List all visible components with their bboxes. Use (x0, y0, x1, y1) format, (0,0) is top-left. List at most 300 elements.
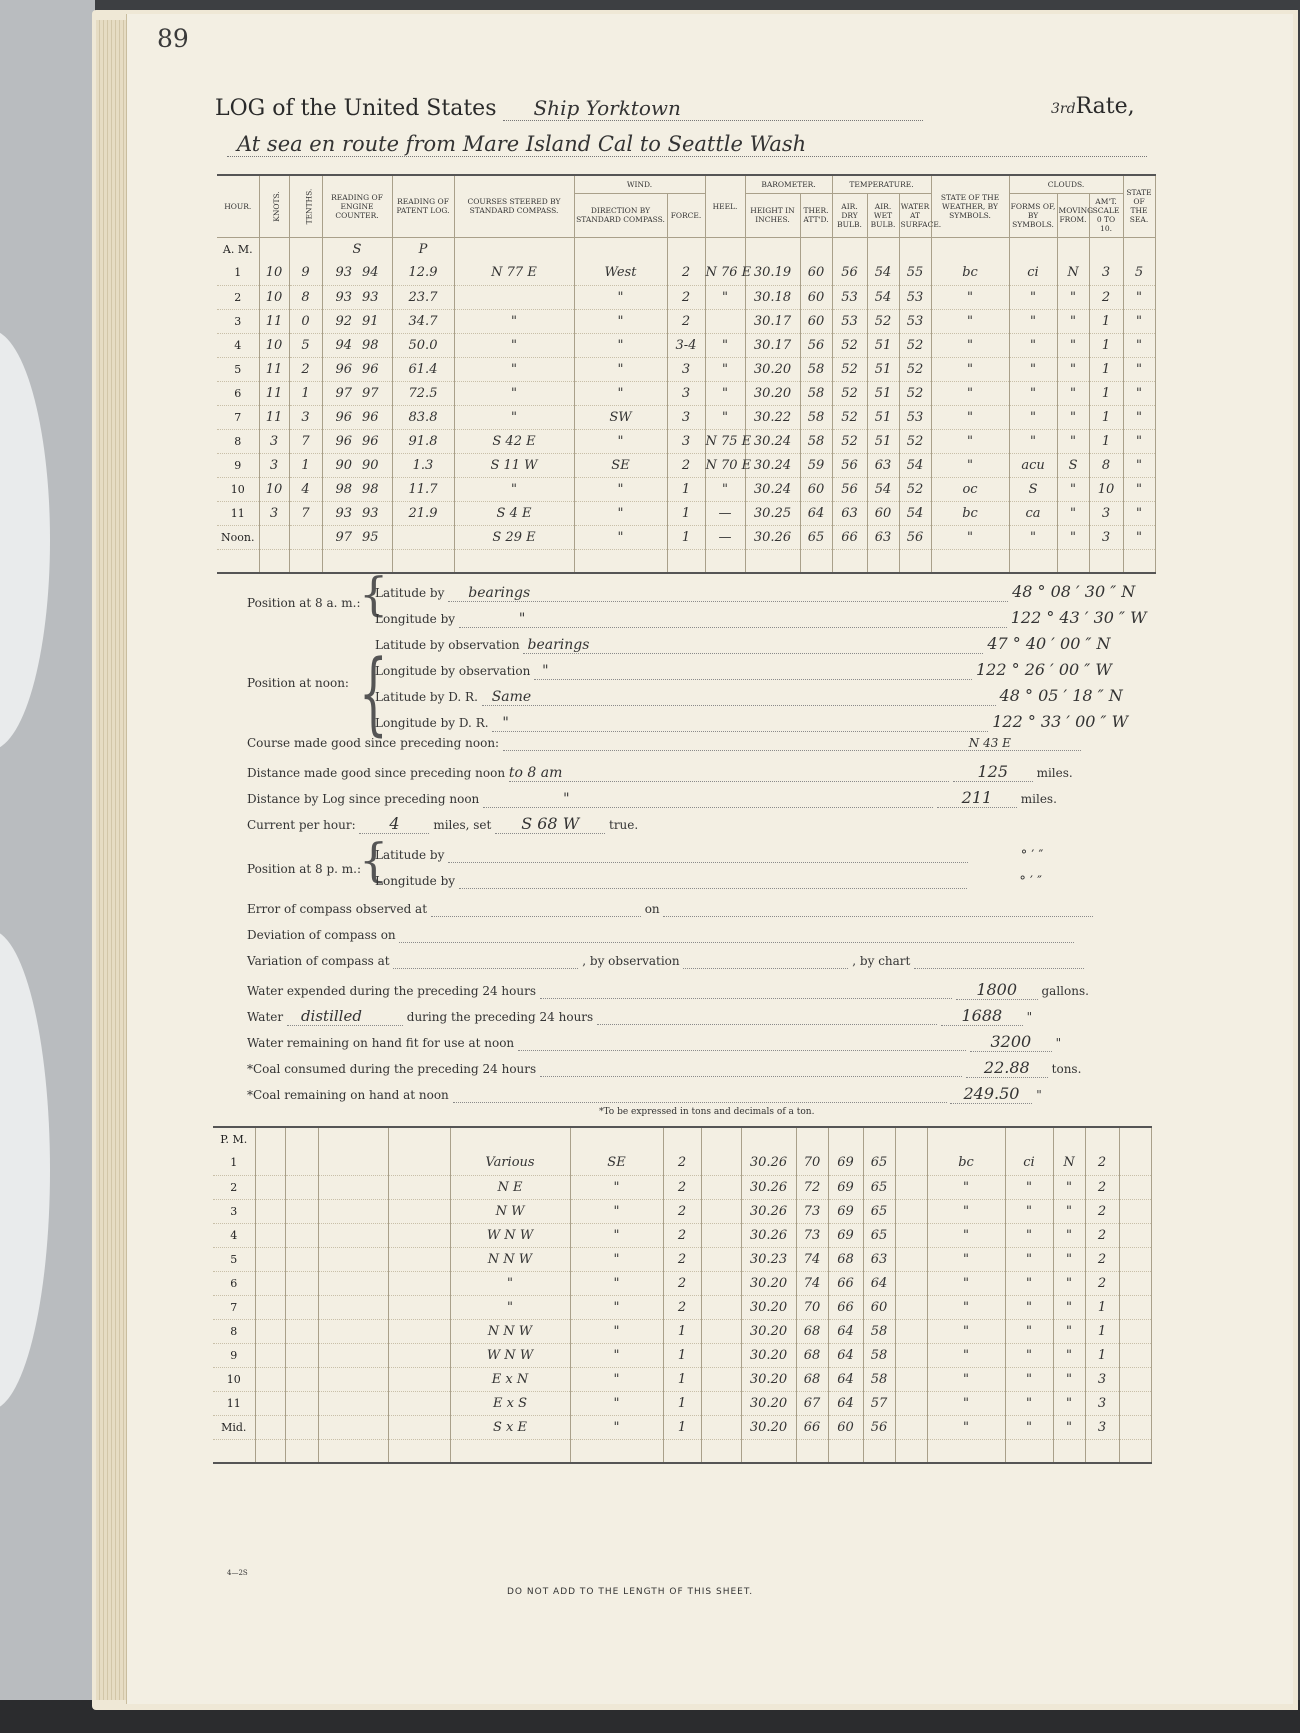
baro-cell: 30.24 (745, 477, 800, 501)
course-cell: " (454, 477, 574, 501)
blank-cell (318, 1223, 388, 1247)
patent-cell: 91.8 (392, 429, 454, 453)
engine-p: 98 (362, 481, 379, 497)
weather-cell: " (927, 1247, 1005, 1271)
table-row (213, 1271, 1151, 1295)
ther-cell: 60 (800, 285, 832, 309)
lon-8am-row (375, 608, 1147, 628)
baro-cell: 30.20 (741, 1343, 796, 1367)
wet-cell: 65 (863, 1175, 895, 1199)
moving-cell: " (1057, 309, 1089, 333)
hour-cell: 2 (217, 285, 259, 309)
engine-reading-cell (322, 333, 392, 357)
sea-cell: " (1123, 453, 1155, 477)
engine-p: 96 (362, 361, 379, 377)
blank-cell (255, 1343, 285, 1367)
course-cell: " (454, 405, 574, 429)
rate-label: Rate, (1075, 94, 1135, 119)
variation-by-obs: , by observation (582, 954, 680, 968)
tenths-cell: 1 (289, 453, 322, 477)
engine-p: 96 (362, 433, 379, 449)
blank-cell (318, 1247, 388, 1271)
baro-cell: 30.18 (745, 285, 800, 309)
brace: { (359, 641, 388, 746)
table-row (217, 453, 1155, 477)
dry-cell: 69 (828, 1151, 863, 1175)
force-cell: 2 (663, 1247, 701, 1271)
baro-cell: 30.20 (741, 1391, 796, 1415)
course-cell: W N W (450, 1343, 570, 1367)
wind-dir-cell: SE (574, 453, 667, 477)
coal-remaining-value: 249.50 (950, 1084, 1032, 1104)
engine-s: 92 (335, 313, 352, 329)
blank-cell (318, 1415, 388, 1439)
wind-dir-cell: " (570, 1343, 663, 1367)
table-row (217, 309, 1155, 333)
amt-cell: 1 (1089, 333, 1123, 357)
blank-cell (745, 549, 800, 573)
current-row (247, 814, 638, 834)
amt-cell: 8 (1089, 453, 1123, 477)
table-row-blank (217, 549, 1155, 573)
hour-cell: 4 (217, 333, 259, 357)
blank-cell (1119, 1247, 1151, 1271)
blank-cell (1119, 1391, 1151, 1415)
water-cell: 53 (899, 285, 931, 309)
hour-cell: 4 (213, 1223, 255, 1247)
blank-cell (388, 1223, 450, 1247)
course-cell: E x S (450, 1391, 570, 1415)
amt-cell: 1 (1085, 1319, 1119, 1343)
wet-cell: 51 (867, 429, 899, 453)
course-cell: S 4 E (454, 501, 574, 525)
blank-cell (450, 1439, 570, 1463)
table-row (213, 1247, 1151, 1271)
blank-cell (895, 1343, 927, 1367)
blank-cell (705, 549, 745, 573)
weather-cell: " (931, 405, 1009, 429)
blank-cell (388, 1247, 450, 1271)
baro-cell: 30.22 (745, 405, 800, 429)
moving-cell: " (1057, 285, 1089, 309)
lat-dr-by: Same (482, 689, 996, 706)
hour-cell: 2 (213, 1175, 255, 1199)
force-cell: 2 (663, 1223, 701, 1247)
engine-p: 94 (362, 265, 379, 281)
ther-cell: 68 (796, 1319, 828, 1343)
hour-cell: 9 (217, 453, 259, 477)
current-value: 4 (359, 814, 429, 834)
col-baro-height: HEIGHT IN INCHES. (745, 193, 800, 237)
moving-cell: " (1053, 1223, 1085, 1247)
dry-cell: 52 (832, 429, 867, 453)
lat-obs-label: Latitude by observation (375, 638, 520, 652)
blank-cell (895, 1199, 927, 1223)
blank-cell (927, 1439, 1005, 1463)
engine-reading-cell (322, 261, 392, 285)
ther-cell: 68 (796, 1367, 828, 1391)
lon-dr-value: 122 ° 33 ′ 00 ″ W (992, 712, 1129, 731)
moving-cell: " (1057, 405, 1089, 429)
amt-cell: 3 (1085, 1367, 1119, 1391)
forms-cell: " (1009, 381, 1057, 405)
dry-cell: 69 (828, 1223, 863, 1247)
moving-cell: " (1053, 1271, 1085, 1295)
lon-obs-value: 122 ° 26 ′ 00 ″ W (975, 660, 1112, 679)
blank-cell (318, 1175, 388, 1199)
hour-cell: 11 (217, 501, 259, 525)
moving-cell: " (1057, 357, 1089, 381)
engine-reading-cell (322, 285, 392, 309)
weather-cell: bc (927, 1151, 1005, 1175)
patent-cell: 1.3 (392, 453, 454, 477)
course-cell: " (454, 357, 574, 381)
water-remaining-label: Water remaining on hand fit for use at noon (247, 1036, 515, 1050)
sea-cell: " (1123, 357, 1155, 381)
col-engine: READING OF ENGINE COUNTER. (322, 175, 392, 237)
amt-cell: 1 (1085, 1343, 1119, 1367)
blank-cell (255, 1247, 285, 1271)
course-cell: N 77 E (454, 261, 574, 285)
engine-reading-cell (322, 405, 392, 429)
hour-cell: 10 (213, 1367, 255, 1391)
col-wind-force: FORCE. (667, 193, 705, 237)
table-row (217, 525, 1155, 549)
blank-cell (1119, 1199, 1151, 1223)
table-row (217, 501, 1155, 525)
blank-cell (285, 1319, 318, 1343)
pm-label: P. M. (213, 1127, 255, 1151)
sea-cell: " (1123, 333, 1155, 357)
blank-cell (701, 1295, 741, 1319)
water-cell: 55 (899, 261, 931, 285)
forms-cell: " (1009, 309, 1057, 333)
tenths-cell: 0 (289, 309, 322, 333)
pm-log-table (213, 1126, 1152, 1464)
water-cell: 54 (899, 453, 931, 477)
amt-cell: 1 (1089, 429, 1123, 453)
blank-cell (388, 1367, 450, 1391)
coal-consumed-label: *Coal consumed during the preceding 24 hours (247, 1062, 537, 1076)
wind-dir-cell: " (570, 1319, 663, 1343)
blank-cell (1119, 1223, 1151, 1247)
ther-cell: 72 (796, 1175, 828, 1199)
distance-log-value: 211 (937, 788, 1017, 808)
amt-cell: 3 (1085, 1391, 1119, 1415)
blank-cell (701, 1151, 741, 1175)
water-expended-value: 1800 (956, 980, 1038, 1000)
weather-cell: " (927, 1367, 1005, 1391)
wind-dir-cell: " (570, 1247, 663, 1271)
water-cell: 52 (899, 333, 931, 357)
wind-dir-cell: " (570, 1175, 663, 1199)
baro-cell: 30.24 (745, 429, 800, 453)
amt-cell: 1 (1089, 309, 1123, 333)
engine-reading-cell (322, 309, 392, 333)
blank-cell (701, 1175, 741, 1199)
hour-cell: 5 (213, 1247, 255, 1271)
water-remaining-value: 3200 (970, 1032, 1052, 1052)
col-water-temp: WATER AT SURFACE. (899, 193, 931, 237)
force-cell: 1 (663, 1343, 701, 1367)
force-cell: 2 (663, 1151, 701, 1175)
blank-cell (1119, 1343, 1151, 1367)
blank-cell (285, 1343, 318, 1367)
am-rows (217, 237, 1155, 573)
weather-cell: " (931, 309, 1009, 333)
moving-cell: N (1057, 261, 1089, 285)
heel-cell: " (705, 405, 745, 429)
amt-cell: 2 (1085, 1151, 1119, 1175)
engine-p: 95 (362, 529, 379, 545)
blank-cell (285, 1367, 318, 1391)
wet-cell: 58 (863, 1319, 895, 1343)
course-cell: N N W (450, 1247, 570, 1271)
blank-cell (259, 549, 289, 573)
col-clouds: CLOUDS. (1009, 175, 1123, 193)
coal-remaining-unit: " (1036, 1088, 1042, 1102)
dry-cell: 56 (832, 477, 867, 501)
course-cell: " (454, 381, 574, 405)
tenths-cell: 4 (289, 477, 322, 501)
blank-cell (895, 1175, 927, 1199)
location-line: At sea en route from Mare Island Cal to Seattle Wash (227, 132, 1147, 157)
wind-dir-cell: " (570, 1295, 663, 1319)
col-weather: STATE OF THE WEATHER, BY SYMBOLS. (931, 175, 1009, 237)
dry-cell: 68 (828, 1247, 863, 1271)
tenths-cell: 9 (289, 261, 322, 285)
weather-cell: " (927, 1271, 1005, 1295)
blank-cell (1119, 1151, 1151, 1175)
lon-dr-label: Longitude by D. R. (375, 716, 489, 730)
forms-cell: " (1005, 1343, 1053, 1367)
ther-cell: 64 (800, 501, 832, 525)
hour-cell: 10 (217, 477, 259, 501)
wet-cell: 60 (867, 501, 899, 525)
force-cell: 1 (663, 1415, 701, 1439)
patent-cell: 83.8 (392, 405, 454, 429)
weather-cell: " (927, 1199, 1005, 1223)
footnote: *To be expressed in tons and decimals of a ton. (599, 1107, 815, 1117)
hour-cell: 8 (217, 429, 259, 453)
moving-cell: " (1057, 501, 1089, 525)
blank-cell (895, 1271, 927, 1295)
amt-cell: 3 (1089, 261, 1123, 285)
wind-dir-cell: SW (574, 405, 667, 429)
course-cell (454, 285, 574, 309)
wet-cell: 54 (867, 285, 899, 309)
blank-cell (895, 1151, 927, 1175)
blank-cell (867, 549, 899, 573)
blank-cell (318, 1319, 388, 1343)
hour-cell: 8 (213, 1319, 255, 1343)
wet-cell: 51 (867, 405, 899, 429)
lat-8am-label: Latitude by (375, 586, 445, 600)
blank-cell (701, 1415, 741, 1439)
blank-cell (289, 549, 322, 573)
blank-cell (255, 1439, 285, 1463)
distance-made-value: 125 (953, 762, 1033, 782)
moving-cell: " (1057, 477, 1089, 501)
blank-cell (217, 549, 259, 573)
hour-cell: 1 (213, 1151, 255, 1175)
blank-cell (570, 1439, 663, 1463)
lat-8pm-label: Latitude by (375, 848, 445, 862)
engine-s: 93 (335, 505, 352, 521)
sea-cell: " (1123, 309, 1155, 333)
hour-cell: 6 (217, 381, 259, 405)
wind-dir-cell: SE (570, 1151, 663, 1175)
table-row (213, 1343, 1151, 1367)
lat-dr-label: Latitude by D. R. (375, 690, 478, 704)
blank-cell (285, 1415, 318, 1439)
weather-cell: " (931, 357, 1009, 381)
blank-cell (318, 1439, 388, 1463)
brace: { (359, 833, 389, 887)
tenths-cell: 8 (289, 285, 322, 309)
wind-dir-cell: " (574, 357, 667, 381)
force-cell: 1 (663, 1319, 701, 1343)
blank-cell (318, 1151, 388, 1175)
blank-cell (213, 1439, 255, 1463)
wet-cell: 64 (863, 1271, 895, 1295)
force-cell: 1 (667, 477, 705, 501)
force-cell: 3 (667, 405, 705, 429)
col-cloud-moving: MOVING FROM. (1057, 193, 1089, 237)
baro-cell: 30.26 (741, 1223, 796, 1247)
ther-cell: 74 (796, 1271, 828, 1295)
water-distilled-label2: during the preceding 24 hours (406, 1010, 594, 1024)
engine-s: 98 (335, 481, 352, 497)
water-cell: 52 (899, 429, 931, 453)
col-air-wet: AIR. WET BULB. (867, 193, 899, 237)
patent-cell (392, 525, 454, 549)
forms-cell: " (1009, 333, 1057, 357)
blank-cell (388, 1295, 450, 1319)
water-distilled-row (247, 1006, 1032, 1026)
amt-cell: 1 (1089, 381, 1123, 405)
baro-cell: 30.20 (741, 1319, 796, 1343)
engine-reading-cell (322, 381, 392, 405)
table-row (217, 285, 1155, 309)
blank-cell (1085, 1439, 1119, 1463)
lat-dr-row (375, 686, 1123, 706)
blank-cell (895, 1415, 927, 1439)
wind-dir-cell: " (570, 1223, 663, 1247)
engine-s: 96 (335, 409, 352, 425)
course-cell: Various (450, 1151, 570, 1175)
dry-cell: 56 (832, 261, 867, 285)
blank-cell (1119, 1439, 1151, 1463)
baro-cell: 30.20 (745, 357, 800, 381)
col-tenths: TENTHS. (289, 175, 322, 237)
current-set: S 68 W (495, 814, 605, 834)
ther-cell: 73 (796, 1223, 828, 1247)
course-cell: " (454, 309, 574, 333)
col-patent: READING OF PATENT LOG. (392, 175, 454, 237)
baro-cell: 30.26 (741, 1175, 796, 1199)
course-cell: N N W (450, 1319, 570, 1343)
amt-cell: 3 (1085, 1415, 1119, 1439)
forms-cell: " (1009, 285, 1057, 309)
wet-cell: 54 (867, 477, 899, 501)
knots-cell: 3 (259, 429, 289, 453)
wet-cell: 58 (863, 1343, 895, 1367)
baro-cell: 30.20 (741, 1367, 796, 1391)
baro-cell: 30.17 (745, 333, 800, 357)
force-cell: 1 (667, 501, 705, 525)
blank-cell (285, 1199, 318, 1223)
col-cloud-forms: FORMS OF, BY SYMBOLS. (1009, 193, 1057, 237)
blank-cell (1119, 1175, 1151, 1199)
distance-made-label: Distance made good since preceding noon (247, 766, 506, 780)
col-wind-direction: DIRECTION BY STANDARD COMPASS. (574, 193, 667, 237)
wind-dir-cell: " (570, 1367, 663, 1391)
blank-cell (388, 1199, 450, 1223)
position-8pm-label: Position at 8 p. m.: (247, 862, 362, 876)
wet-cell: 63 (867, 453, 899, 477)
distance-made-row (247, 762, 1073, 782)
forms-cell: ci (1009, 261, 1057, 285)
table-row (217, 357, 1155, 381)
forms-cell: " (1005, 1223, 1053, 1247)
patent-sub-label: P (392, 237, 454, 261)
ther-cell: 68 (796, 1343, 828, 1367)
engine-s: 93 (335, 265, 352, 281)
water-remaining-unit: " (1055, 1036, 1062, 1050)
dry-cell: 56 (832, 453, 867, 477)
wet-cell: 60 (863, 1295, 895, 1319)
sea-cell: " (1123, 429, 1155, 453)
blank-cell (895, 1223, 927, 1247)
ther-cell: 58 (800, 405, 832, 429)
blank-cell (388, 1439, 450, 1463)
dry-cell: 69 (828, 1175, 863, 1199)
course-cell: " (450, 1271, 570, 1295)
engine-s: 96 (335, 361, 352, 377)
blank-cell (1005, 1439, 1053, 1463)
wind-dir-cell: " (570, 1271, 663, 1295)
lon-8pm-row (375, 874, 1091, 889)
col-baro-ther: THER. ATT'D. (800, 193, 832, 237)
engine-s: 94 (335, 337, 352, 353)
blank-cell (285, 1151, 318, 1175)
weather-cell: " (931, 525, 1009, 549)
lon-dr-row (375, 712, 1128, 732)
col-barometer: BAROMETER. (745, 175, 832, 193)
blank-cell (255, 1151, 285, 1175)
baro-cell: 30.20 (741, 1295, 796, 1319)
patent-cell: 23.7 (392, 285, 454, 309)
blank-cell (1119, 1367, 1151, 1391)
blank-cell (701, 1367, 741, 1391)
blank-cell (388, 1175, 450, 1199)
lon-8am-value: 122 ° 43 ′ 30 ″ W (1010, 608, 1147, 627)
table-row (217, 261, 1155, 285)
engine-sub-label: S (322, 237, 392, 261)
tenths-cell: 1 (289, 381, 322, 405)
table-row (213, 1295, 1151, 1319)
col-heel: HEEL. (705, 175, 745, 237)
water-remaining-row (247, 1032, 1061, 1052)
knots-cell (259, 525, 289, 549)
blank-cell (863, 1439, 895, 1463)
sea-cell: " (1123, 381, 1155, 405)
course-cell: S 11 W (454, 453, 574, 477)
baro-cell: 30.19 (745, 261, 800, 285)
blank-cell (828, 1439, 863, 1463)
engine-reading-cell (322, 501, 392, 525)
